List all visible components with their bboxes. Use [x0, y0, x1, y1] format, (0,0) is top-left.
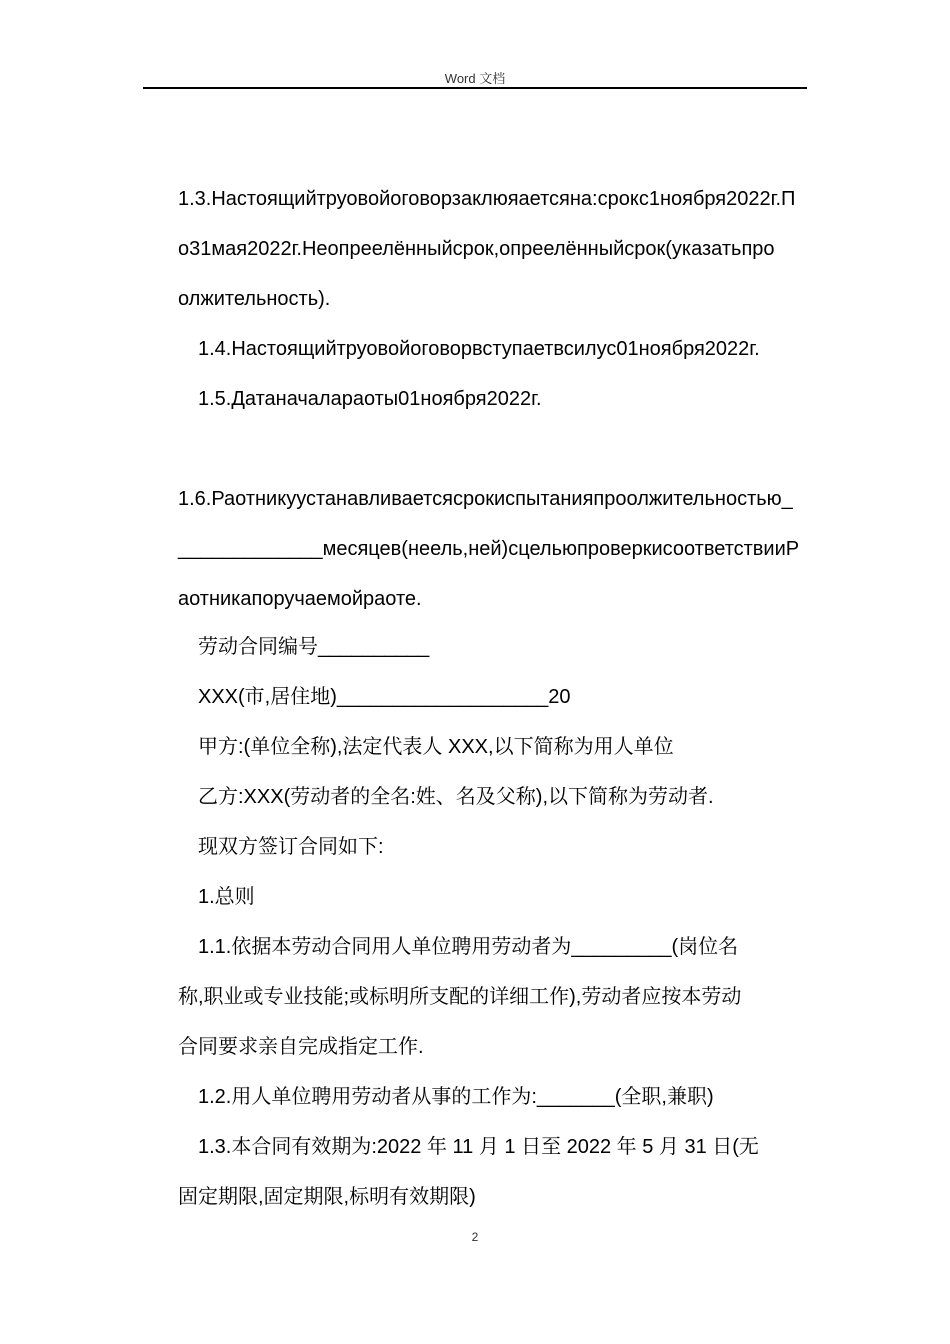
paragraph-1-3-ru-line-3: олжительность).: [178, 288, 331, 310]
paragraph-1-6-ru-line-2: _____________месяцев(неель,ней)сцельюпроверкисоответствииР: [178, 538, 800, 560]
paragraph-agreement-intro: 现双方签订合同如下:: [198, 836, 384, 858]
paragraph-city-date: XXX(市,居住地)___________________20: [198, 686, 571, 708]
paragraph-1-3-ru-line-2: о31мая2022г.Неопреелённыйсрок,опреелённыйсрок(указатьпро: [178, 238, 775, 260]
paragraph-1-6-ru-line-1: 1.6.Раотникуустанавливаетсясрокиспытанияпроолжительностью_: [178, 488, 793, 510]
paragraph-1-5-ru: 1.5.Датаначалараоты01ноября2022г.: [198, 388, 542, 410]
page-number: 2: [471, 1230, 479, 1244]
page-header-title: Word 文档: [444, 71, 506, 86]
paragraph-1-1-line-3: 合同要求亲自完成指定工作.: [178, 1036, 424, 1058]
paragraph-1-6-ru-line-3: аотникапоручаемойраоте.: [178, 588, 422, 610]
paragraph-1-4-ru: 1.4.Настоящийтруовойоговорвступаетвсилус01ноября2022г.: [198, 338, 760, 360]
paragraph-contract-number: 劳动合同编号__________: [198, 636, 430, 658]
paragraph-1-1-line-1: 1.1.依据本劳动合同用人单位聘用劳动者为_________(岗位名: [198, 936, 739, 958]
paragraph-party-b: 乙方:XXX(劳动者的全名:姓、名及父称),以下简称为劳动者.: [198, 786, 714, 808]
paragraph-1-3-ru-line-1: 1.3.Настоящийтруовойоговорзаклюяаетсяна:срокс1ноября2022г.П: [178, 188, 796, 210]
paragraph-1-1-line-2: 称,职业或专业技能;或标明所支配的详细工作),劳动者应按本劳动: [178, 986, 742, 1008]
paragraph-1-3-zh-line-1: 1.3.本合同有效期为:2022 年 11 月 1 日至 2022 年 5 月 31 日(无: [198, 1136, 759, 1158]
paragraph-1-2: 1.2.用人单位聘用劳动者从事的工作为:_______(全职,兼职): [198, 1086, 714, 1108]
paragraph-1-3-zh-line-2: 固定期限,固定期限,标明有效期限): [178, 1186, 476, 1208]
paragraph-party-a: 甲方:(单位全称),法定代表人 XXX,以下简称为用人单位: [198, 736, 674, 758]
header-divider: [143, 87, 807, 89]
section-heading-general: 1.总则: [198, 886, 255, 908]
